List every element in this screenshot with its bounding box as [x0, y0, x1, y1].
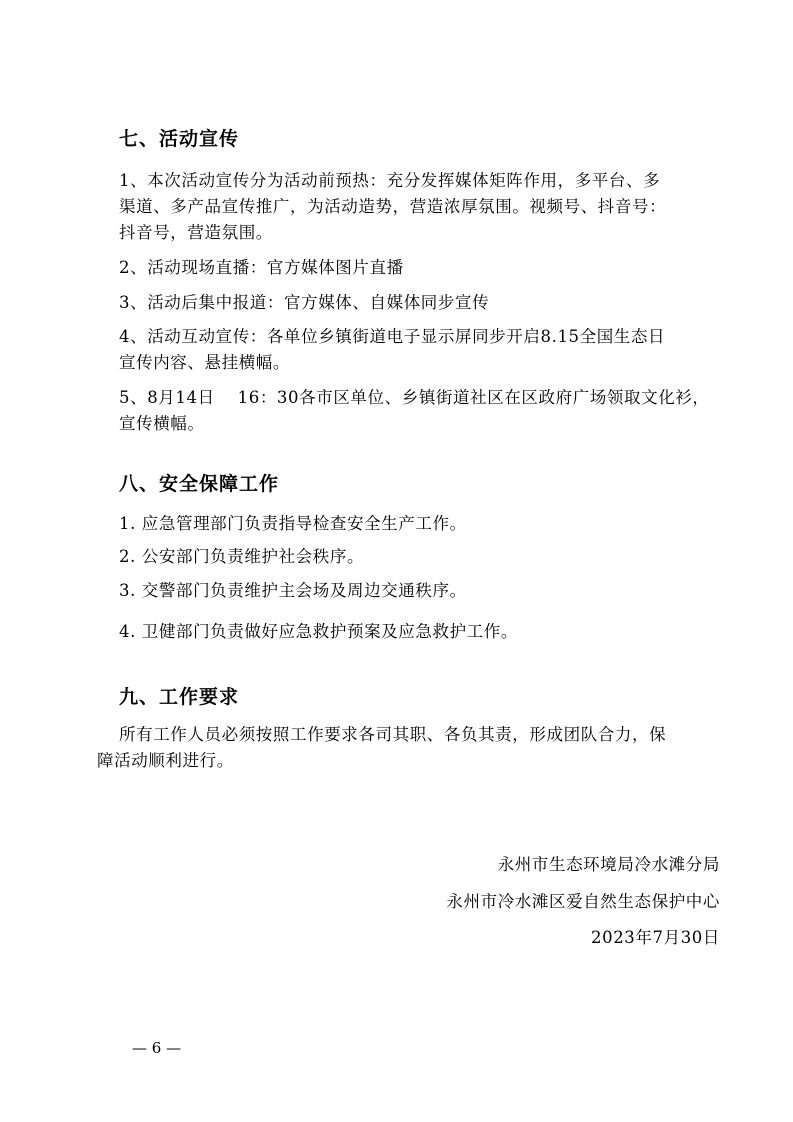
page-number: — 6 — — [132, 1039, 182, 1057]
section-7-item-3: 3、活动后集中报道：官方媒体、自媒体同步宣传 — [119, 293, 490, 312]
section-8-item-4: 4. 卫健部门负责做好应急救护预案及应急救护工作。 — [119, 622, 518, 641]
section-7-item-2: 2、活动现场直播：官方媒体图片直播 — [119, 258, 404, 277]
section-9-heading: 九、工作要求 — [119, 686, 240, 708]
section-8-item-1: 1. 应急管理部门负责指导检查安全生产工作。 — [119, 514, 467, 533]
section-7-item-5-line-1: 5、8月14日 16：30各市区单位、乡镇街道社区在区政府广场领取文化衫， — [119, 388, 710, 407]
section-7-heading: 七、活动宣传 — [119, 128, 240, 150]
section-9-paragraph-line-1: 所有工作人员必须按照工作要求各司其职、各负其责，形成团队合力，保 — [119, 725, 667, 744]
section-8-item-2: 2. 公安部门负责维护社会秩序。 — [119, 547, 365, 566]
section-8-heading: 八、安全保障工作 — [119, 473, 280, 495]
section-7-item-4-line-1: 4、活动互动宣传：各单位乡镇街道电子显示屏同步开启8.15全国生态日 — [119, 327, 666, 346]
section-7-item-1-line-1: 1、本次活动宣传分为活动前预热：充分发挥媒体矩阵作用，多平台、多 — [119, 171, 661, 190]
section-7-item-4-line-2: 宣传内容、悬挂横幅。 — [119, 353, 290, 372]
signature-date: 2023年7月30日 — [591, 928, 720, 947]
section-9-paragraph-line-2: 障活动顺利进行。 — [97, 751, 234, 770]
section-8-item-3: 3. 交警部门负责维护主会场及周边交通秩序。 — [119, 581, 467, 600]
section-7-item-1-line-3: 抖音号，营造氛围。 — [119, 223, 273, 242]
section-7-item-5-line-2: 宣传横幅。 — [119, 414, 205, 433]
section-7-item-1-line-2: 渠道、多产品宣传推广，为活动造势，营造浓厚氛围。视频号、抖音号： — [119, 197, 667, 216]
signature-org-2: 永州市冷水滩区爱自然生态保护中心 — [446, 892, 720, 911]
signature-org-1: 永州市生态环境局冷水滩分局 — [497, 855, 720, 874]
